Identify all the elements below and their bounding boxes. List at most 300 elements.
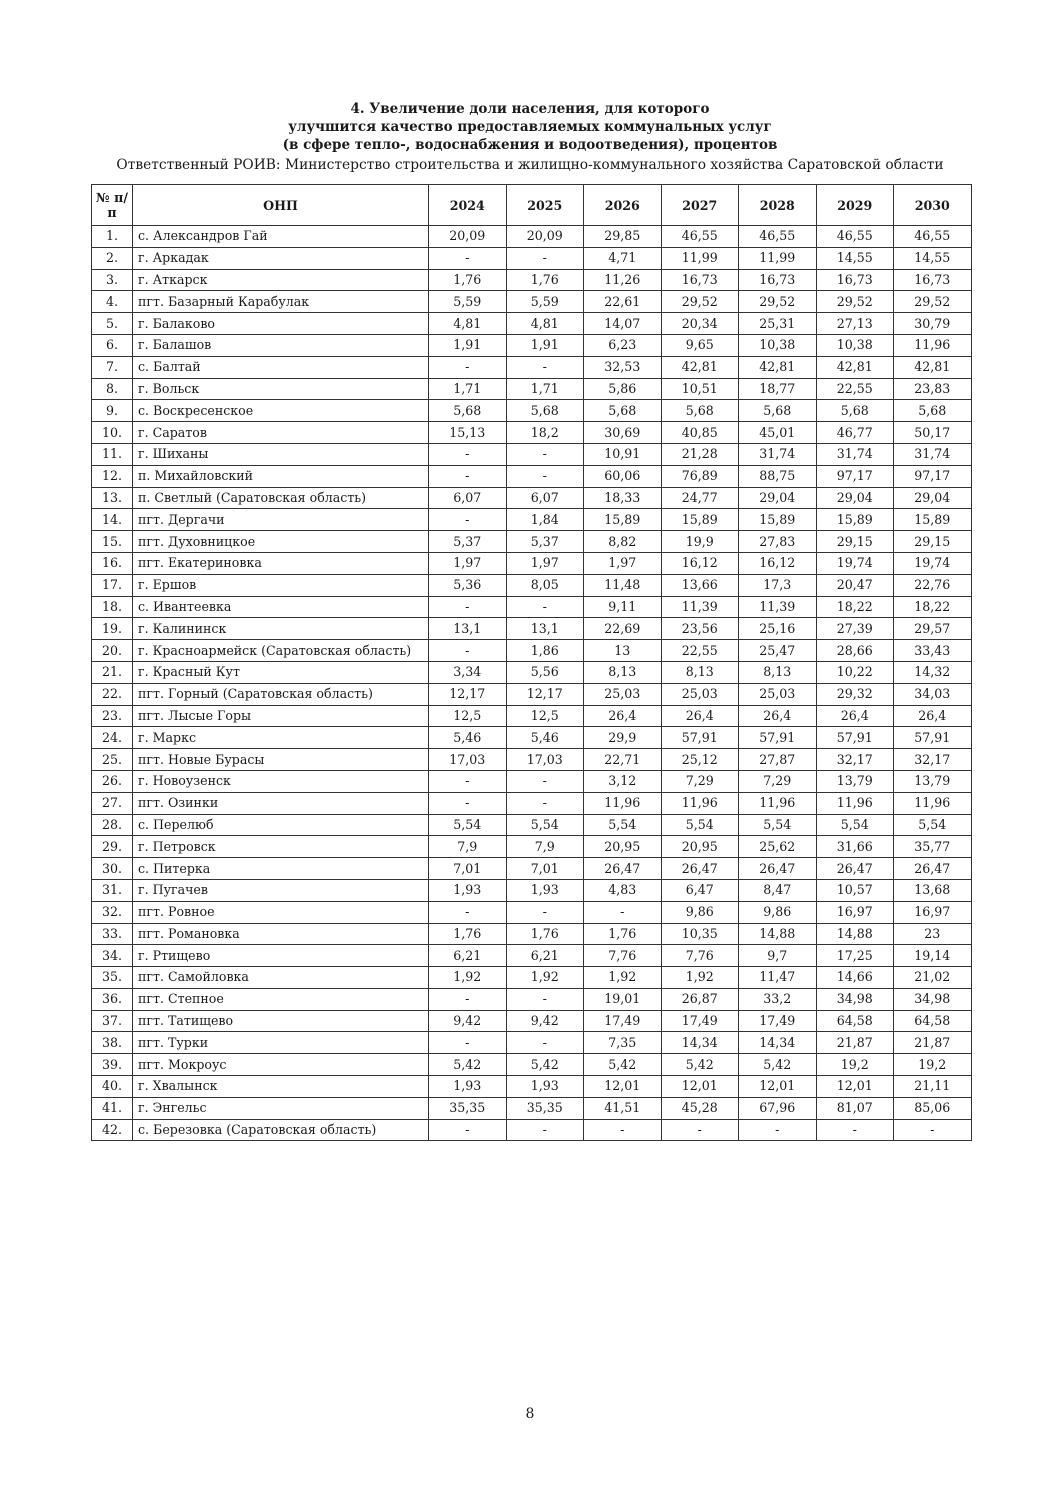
responsible-authority: Ответственный РОИВ: Министерство строительства и жилищно-коммунального хозяйства Саратовской области	[116, 157, 944, 173]
year-value: 1,93	[429, 879, 507, 901]
year-value: 35,35	[506, 1097, 584, 1119]
year-value: 11,39	[739, 596, 817, 618]
row-number: 29.	[92, 836, 133, 858]
row-number: 2.	[92, 247, 133, 269]
year-value: 60,06	[584, 465, 662, 487]
header-year: 2030	[894, 185, 972, 226]
year-value: 57,91	[661, 727, 739, 749]
indicator-table	[91, 184, 972, 1141]
year-value: 22,69	[584, 618, 662, 640]
year-value: -	[739, 1119, 817, 1141]
year-value: 28,66	[816, 640, 894, 662]
year-value: 5,54	[739, 814, 817, 836]
year-value: -	[429, 443, 507, 465]
year-value: 11,99	[739, 247, 817, 269]
row-number: 11.	[92, 443, 133, 465]
year-value: 4,81	[429, 313, 507, 335]
year-value: 17,49	[739, 1010, 817, 1032]
year-value: 5,54	[429, 814, 507, 836]
year-value: -	[506, 465, 584, 487]
year-value: 22,76	[894, 574, 972, 596]
year-value: 50,17	[894, 422, 972, 444]
settlement-name: с. Ивантеевка	[133, 596, 429, 618]
year-value: 16,12	[661, 552, 739, 574]
table-row	[92, 661, 972, 683]
table-row	[92, 1032, 972, 1054]
year-value: 17,03	[506, 749, 584, 771]
row-number: 12.	[92, 465, 133, 487]
year-value: 5,46	[429, 727, 507, 749]
year-value: 12,01	[584, 1076, 662, 1098]
year-value: 29,9	[584, 727, 662, 749]
table-row	[92, 770, 972, 792]
table-row	[92, 313, 972, 335]
year-value: 6,21	[429, 945, 507, 967]
year-value: -	[506, 1032, 584, 1054]
year-value: -	[584, 901, 662, 923]
year-value: 17,49	[584, 1010, 662, 1032]
year-value: 1,86	[506, 640, 584, 662]
year-value: 24,77	[661, 487, 739, 509]
year-value: 26,47	[739, 858, 817, 880]
year-value: 1,97	[584, 552, 662, 574]
year-value: 26,87	[661, 988, 739, 1010]
year-value: 11,96	[894, 334, 972, 356]
table-row	[92, 422, 972, 444]
year-value: 1,92	[584, 967, 662, 989]
table-row	[92, 1119, 972, 1141]
year-value: 1,91	[429, 334, 507, 356]
table-row	[92, 814, 972, 836]
row-number: 39.	[92, 1054, 133, 1076]
row-number: 14.	[92, 509, 133, 531]
row-number: 35.	[92, 967, 133, 989]
year-value: 45,28	[661, 1097, 739, 1119]
year-value: 5,59	[506, 291, 584, 313]
year-value: 42,81	[739, 356, 817, 378]
table-row	[92, 334, 972, 356]
year-value: 26,47	[584, 858, 662, 880]
year-value: 57,91	[816, 727, 894, 749]
row-number: 13.	[92, 487, 133, 509]
year-value: -	[429, 640, 507, 662]
year-value: 12,01	[816, 1076, 894, 1098]
year-value: -	[506, 443, 584, 465]
table-row	[92, 705, 972, 727]
settlement-name: пгт. Новые Бурасы	[133, 749, 429, 771]
year-value: 21,02	[894, 967, 972, 989]
year-value: 26,4	[894, 705, 972, 727]
table-row	[92, 400, 972, 422]
header-onp: ОНП	[133, 185, 429, 226]
year-value: -	[429, 509, 507, 531]
year-value: 42,81	[894, 356, 972, 378]
row-number: 24.	[92, 727, 133, 749]
year-value: 21,87	[894, 1032, 972, 1054]
year-value: 12,5	[429, 705, 507, 727]
settlement-name: п. Светлый (Саратовская область)	[133, 487, 429, 509]
year-value: 27,13	[816, 313, 894, 335]
year-value: 11,96	[816, 792, 894, 814]
row-number: 20.	[92, 640, 133, 662]
year-value: 9,42	[506, 1010, 584, 1032]
year-value: 14,55	[816, 247, 894, 269]
year-value: 8,13	[739, 661, 817, 683]
row-number: 36.	[92, 988, 133, 1010]
year-value: 20,47	[816, 574, 894, 596]
table-row	[92, 792, 972, 814]
table-row	[92, 574, 972, 596]
year-value: 21,11	[894, 1076, 972, 1098]
table-row	[92, 901, 972, 923]
year-value: 4,81	[506, 313, 584, 335]
year-value: 46,55	[894, 226, 972, 248]
year-value: -	[506, 1119, 584, 1141]
year-value: 31,74	[816, 443, 894, 465]
year-value: 7,29	[661, 770, 739, 792]
year-value: 5,54	[661, 814, 739, 836]
table-row	[92, 749, 972, 771]
settlement-name: с. Питерка	[133, 858, 429, 880]
year-value: 9,11	[584, 596, 662, 618]
year-value: 1,91	[506, 334, 584, 356]
year-value: 16,73	[739, 269, 817, 291]
table-row	[92, 465, 972, 487]
year-value: 6,21	[506, 945, 584, 967]
year-value: 17,25	[816, 945, 894, 967]
year-value: 97,17	[816, 465, 894, 487]
row-number: 30.	[92, 858, 133, 880]
settlement-name: г. Ершов	[133, 574, 429, 596]
year-value: 15,89	[816, 509, 894, 531]
year-value: 5,68	[506, 400, 584, 422]
year-value: 23,83	[894, 378, 972, 400]
settlement-name: с. Воскресенское	[133, 400, 429, 422]
year-value: 1,92	[661, 967, 739, 989]
year-value: 4,71	[584, 247, 662, 269]
year-value: 5,42	[506, 1054, 584, 1076]
year-value: 25,12	[661, 749, 739, 771]
year-value: 18,2	[506, 422, 584, 444]
settlement-name: г. Красноармейск (Саратовская область)	[133, 640, 429, 662]
table-row	[92, 1054, 972, 1076]
year-value: 11,39	[661, 596, 739, 618]
year-value: 8,13	[584, 661, 662, 683]
year-value: 5,42	[739, 1054, 817, 1076]
year-value: 15,13	[429, 422, 507, 444]
year-value: 29,04	[739, 487, 817, 509]
year-value: 46,55	[816, 226, 894, 248]
year-value: 5,36	[429, 574, 507, 596]
year-value: 29,04	[894, 487, 972, 509]
year-value: 25,62	[739, 836, 817, 858]
year-value: 5,42	[429, 1054, 507, 1076]
year-value: 35,77	[894, 836, 972, 858]
row-number: 26.	[92, 770, 133, 792]
year-value: 14,66	[816, 967, 894, 989]
table-row	[92, 640, 972, 662]
year-value: 8,82	[584, 531, 662, 553]
row-number: 1.	[92, 226, 133, 248]
settlement-name: г. Вольск	[133, 378, 429, 400]
document-header	[0, 100, 1060, 175]
row-number: 32.	[92, 901, 133, 923]
year-value: 11,26	[584, 269, 662, 291]
settlement-name: пгт. Татищево	[133, 1010, 429, 1032]
page-number: 8	[525, 1406, 535, 1422]
settlement-name: г. Новоузенск	[133, 770, 429, 792]
year-value: -	[429, 770, 507, 792]
year-value: 1,84	[506, 509, 584, 531]
row-number: 27.	[92, 792, 133, 814]
year-value: 5,54	[894, 814, 972, 836]
settlement-name: пгт. Романовка	[133, 923, 429, 945]
row-number: 37.	[92, 1010, 133, 1032]
settlement-name: пгт. Степное	[133, 988, 429, 1010]
settlement-name: с. Березовка (Саратовская область)	[133, 1119, 429, 1141]
year-value: 1,76	[429, 269, 507, 291]
year-value: 5,42	[584, 1054, 662, 1076]
year-value: 19,2	[894, 1054, 972, 1076]
settlement-name: г. Аткарск	[133, 269, 429, 291]
year-value: 30,69	[584, 422, 662, 444]
year-value: 26,47	[661, 858, 739, 880]
year-value: 26,4	[584, 705, 662, 727]
row-number: 40.	[92, 1076, 133, 1098]
year-value: 12,17	[429, 683, 507, 705]
year-value: 9,7	[739, 945, 817, 967]
row-number: 9.	[92, 400, 133, 422]
year-value: 30,79	[894, 313, 972, 335]
year-value: 12,01	[739, 1076, 817, 1098]
year-value: 16,73	[816, 269, 894, 291]
year-value: 8,47	[739, 879, 817, 901]
year-value: 33,43	[894, 640, 972, 662]
table-header-row	[92, 185, 972, 226]
year-value: -	[506, 247, 584, 269]
row-number: 7.	[92, 356, 133, 378]
year-value: 15,89	[894, 509, 972, 531]
year-value: 1,97	[429, 552, 507, 574]
table-row	[92, 269, 972, 291]
year-value: 10,38	[816, 334, 894, 356]
settlement-name: г. Хвалынск	[133, 1076, 429, 1098]
year-value: 26,4	[739, 705, 817, 727]
year-value: 15,89	[739, 509, 817, 531]
year-value: 42,81	[816, 356, 894, 378]
row-number: 25.	[92, 749, 133, 771]
year-value: 11,48	[584, 574, 662, 596]
settlement-name: пгт. Лысые Горы	[133, 705, 429, 727]
year-value: 22,61	[584, 291, 662, 313]
settlement-name: п. Михайловский	[133, 465, 429, 487]
row-number: 8.	[92, 378, 133, 400]
year-value: -	[429, 1032, 507, 1054]
row-number: 3.	[92, 269, 133, 291]
year-value: 76,89	[661, 465, 739, 487]
year-value: 29,15	[894, 531, 972, 553]
year-value: 7,76	[584, 945, 662, 967]
year-value: 17,49	[661, 1010, 739, 1032]
year-value: 1,76	[429, 923, 507, 945]
year-value: -	[506, 901, 584, 923]
year-value: 14,34	[661, 1032, 739, 1054]
year-value: 1,93	[506, 1076, 584, 1098]
year-value: 27,87	[739, 749, 817, 771]
year-value: 11,96	[584, 792, 662, 814]
year-value: 46,77	[816, 422, 894, 444]
settlement-name: г. Энгельс	[133, 1097, 429, 1119]
table-row	[92, 552, 972, 574]
year-value: 5,86	[584, 378, 662, 400]
year-value: 18,33	[584, 487, 662, 509]
year-value: 88,75	[739, 465, 817, 487]
year-value: -	[429, 901, 507, 923]
year-value: 18,22	[894, 596, 972, 618]
year-value: 40,85	[661, 422, 739, 444]
year-value: 31,74	[739, 443, 817, 465]
year-value: 5,68	[739, 400, 817, 422]
year-value: 10,51	[661, 378, 739, 400]
year-value: 19,01	[584, 988, 662, 1010]
year-value: 1,93	[429, 1076, 507, 1098]
row-number: 4.	[92, 291, 133, 313]
year-value: 5,54	[506, 814, 584, 836]
year-value: 32,17	[816, 749, 894, 771]
settlement-name: г. Балаково	[133, 313, 429, 335]
year-value: -	[429, 1119, 507, 1141]
year-value: 14,07	[584, 313, 662, 335]
year-value: 14,88	[739, 923, 817, 945]
settlement-name: с. Перелюб	[133, 814, 429, 836]
table-row	[92, 291, 972, 313]
year-value: 26,47	[894, 858, 972, 880]
table-row	[92, 1010, 972, 1032]
settlement-name: пгт. Горный (Саратовская область)	[133, 683, 429, 705]
year-value: 26,4	[816, 705, 894, 727]
year-value: 31,74	[894, 443, 972, 465]
year-value: 25,16	[739, 618, 817, 640]
table-body	[92, 226, 972, 1141]
row-number: 22.	[92, 683, 133, 705]
year-value: 1,71	[429, 378, 507, 400]
row-number: 41.	[92, 1097, 133, 1119]
year-value: -	[661, 1119, 739, 1141]
year-value: 21,28	[661, 443, 739, 465]
row-number: 28.	[92, 814, 133, 836]
table-row	[92, 967, 972, 989]
year-value: 33,2	[739, 988, 817, 1010]
year-value: -	[506, 770, 584, 792]
year-value: 15,89	[584, 509, 662, 531]
year-value: 13,79	[816, 770, 894, 792]
year-value: 5,37	[506, 531, 584, 553]
year-value: 13,68	[894, 879, 972, 901]
year-value: 5,54	[816, 814, 894, 836]
table-row	[92, 923, 972, 945]
year-value: 9,86	[661, 901, 739, 923]
table-row	[92, 858, 972, 880]
row-number: 33.	[92, 923, 133, 945]
year-value: 32,17	[894, 749, 972, 771]
year-value: 29,85	[584, 226, 662, 248]
year-value: -	[429, 988, 507, 1010]
year-value: 8,13	[661, 661, 739, 683]
year-value: 22,55	[816, 378, 894, 400]
year-value: 11,99	[661, 247, 739, 269]
year-value: 29,04	[816, 487, 894, 509]
year-value: -	[506, 792, 584, 814]
settlement-name: г. Балашов	[133, 334, 429, 356]
year-value: 25,47	[739, 640, 817, 662]
year-value: 27,39	[816, 618, 894, 640]
year-value: 21,87	[816, 1032, 894, 1054]
year-value: 18,22	[816, 596, 894, 618]
row-number: 42.	[92, 1119, 133, 1141]
year-value: -	[429, 356, 507, 378]
year-value: -	[429, 596, 507, 618]
settlement-name: г. Аркадак	[133, 247, 429, 269]
year-value: 6,47	[661, 879, 739, 901]
year-value: 6,23	[584, 334, 662, 356]
year-value: 26,4	[661, 705, 739, 727]
header-year: 2029	[816, 185, 894, 226]
year-value: 29,52	[816, 291, 894, 313]
settlement-name: пгт. Самойловка	[133, 967, 429, 989]
year-value: 14,34	[739, 1032, 817, 1054]
year-value: 5,68	[661, 400, 739, 422]
year-value: 46,55	[661, 226, 739, 248]
year-value: 10,57	[816, 879, 894, 901]
year-value: -	[894, 1119, 972, 1141]
title-line-2: улучшится качество предоставляемых коммунальных услуг	[288, 119, 772, 135]
year-value: 1,71	[506, 378, 584, 400]
year-value: 18,77	[739, 378, 817, 400]
header-year: 2024	[429, 185, 507, 226]
table-row	[92, 683, 972, 705]
year-value: 3,34	[429, 661, 507, 683]
year-value: 19,9	[661, 531, 739, 553]
table-row	[92, 879, 972, 901]
row-number: 34.	[92, 945, 133, 967]
year-value: 41,51	[584, 1097, 662, 1119]
year-value: 20,95	[661, 836, 739, 858]
year-value: 10,35	[661, 923, 739, 945]
year-value: 6,07	[506, 487, 584, 509]
year-value: 5,68	[816, 400, 894, 422]
year-value: 29,15	[816, 531, 894, 553]
year-value: 16,73	[661, 269, 739, 291]
year-value: 20,34	[661, 313, 739, 335]
year-value: 19,2	[816, 1054, 894, 1076]
year-value: 5,46	[506, 727, 584, 749]
year-value: 34,03	[894, 683, 972, 705]
settlement-name: пгт. Турки	[133, 1032, 429, 1054]
year-value: 6,07	[429, 487, 507, 509]
year-value: 23	[894, 923, 972, 945]
year-value: 13,79	[894, 770, 972, 792]
year-value: 11,96	[894, 792, 972, 814]
year-value: 1,97	[506, 552, 584, 574]
row-number: 23.	[92, 705, 133, 727]
table-row	[92, 596, 972, 618]
year-value: 7,76	[661, 945, 739, 967]
year-value: 16,97	[816, 901, 894, 923]
year-value: 42,81	[661, 356, 739, 378]
year-value: 17,3	[739, 574, 817, 596]
year-value: 25,03	[584, 683, 662, 705]
row-number: 21.	[92, 661, 133, 683]
